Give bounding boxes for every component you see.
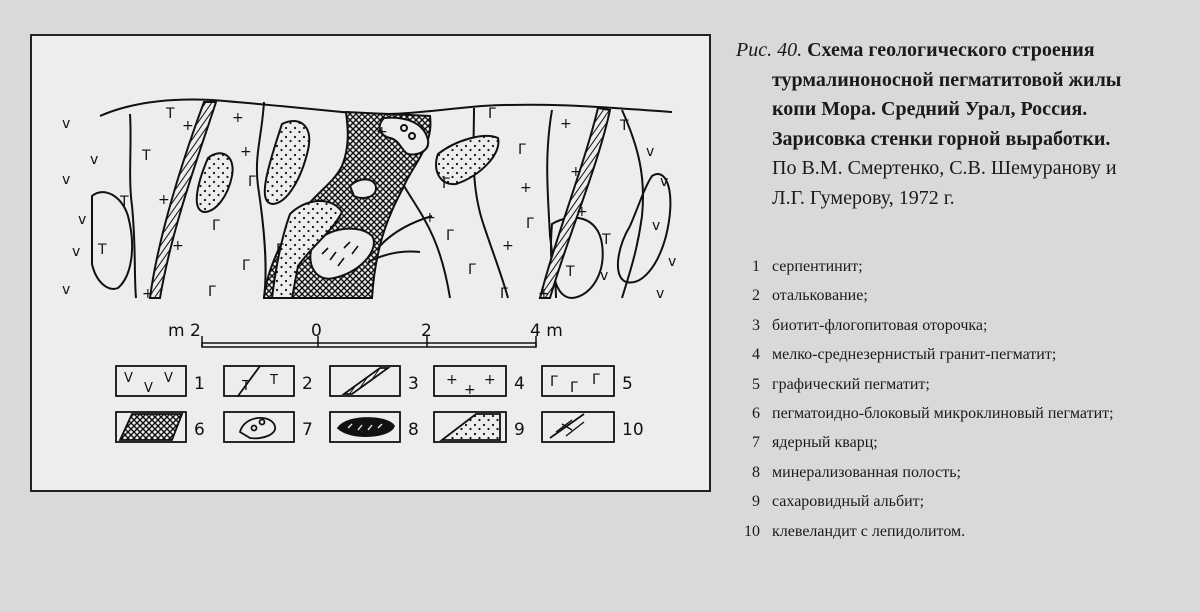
legend-box-talc: [224, 366, 294, 396]
symbol-graphic: Г: [442, 176, 451, 192]
symbol-granite: +: [240, 144, 252, 160]
figure-caption: [736, 36, 1188, 213]
symbol-granite: +: [424, 210, 436, 226]
legend-box-graphic: [542, 366, 614, 396]
symbol-granite: +: [520, 180, 532, 196]
caption-title-line: копи Мора. Средний Урал, Россия.: [772, 98, 1088, 120]
legend-item-number: 8: [752, 463, 760, 481]
symbol-granite: +: [502, 238, 514, 254]
scale-bar-rule: [202, 343, 536, 347]
albite-lens: [265, 121, 310, 204]
legend-item: [740, 517, 1114, 546]
symbol-serpentinite: v: [656, 286, 665, 302]
symbol-talc: T: [566, 264, 575, 280]
legend-item: [740, 340, 1114, 369]
svg-text:V: V: [144, 381, 153, 396]
legend-number: 3: [408, 374, 419, 394]
svg-text:V: V: [124, 371, 133, 386]
symbol-graphic: Г: [488, 106, 497, 122]
legend-number: 7: [302, 420, 313, 440]
talc-lens: [618, 174, 671, 282]
symbol-graphic: Г: [248, 174, 257, 190]
caption-title-text: Схема геологического строения: [807, 39, 1095, 61]
legend-box-granite: [434, 366, 506, 398]
svg-text:T: T: [242, 379, 250, 394]
symbol-granite: +: [576, 204, 588, 220]
legend-item-number: 1: [752, 258, 760, 275]
symbol-graphic: Г: [446, 228, 455, 244]
caption-source-line: Л.Г. Гумерову, 1972 г.: [772, 186, 955, 209]
symbol-talc: T: [142, 148, 151, 164]
symbol-graphic: Г: [468, 262, 477, 278]
caption-source-line: По В.М. Смертенко, С.В. Шемуранову и: [772, 157, 1117, 179]
contact-line: [130, 114, 136, 298]
symbol-graphic: Г: [208, 284, 217, 300]
symbol-granite: +: [232, 110, 244, 126]
symbol-serpentinite: v: [78, 212, 87, 228]
caption-title-line: турмалиноносной пегматитовой жилы: [772, 68, 1122, 91]
symbol-serpentinite: v: [660, 174, 669, 190]
legend-item: [740, 458, 1114, 487]
legend-item-number: 2: [752, 287, 760, 305]
legend-item: [740, 252, 1114, 281]
symbol-granite: +: [570, 164, 582, 180]
symbol-graphic: Г: [518, 142, 527, 158]
svg-text:+: +: [446, 372, 458, 388]
quartz-core: [350, 179, 376, 198]
symbol-granite: +: [182, 118, 194, 134]
symbol-talc: T: [98, 242, 107, 258]
symbol-granite: +: [538, 286, 550, 302]
symbol-serpentinite: v: [652, 218, 661, 234]
geologic-figure: [30, 34, 711, 492]
scale-bar: [168, 321, 563, 347]
legend-number: 4: [514, 374, 525, 394]
scale-label: m 2: [168, 321, 201, 341]
svg-text:Г: Г: [550, 374, 559, 390]
symbol-serpentinite: v: [668, 254, 677, 270]
scale-label: 4 m: [530, 321, 563, 341]
legend-item-number: 6: [752, 405, 760, 423]
symbol-serpentinite: v: [600, 268, 609, 284]
legend-number: 5: [622, 374, 633, 394]
symbol-graphic: Г: [276, 242, 285, 258]
legend-item: [740, 428, 1114, 457]
symbol-graphic: Г: [500, 286, 509, 302]
legend-item-text: сахаровидный альбит;: [772, 493, 925, 511]
caption-title-line: [736, 36, 1188, 66]
symbol-granite: +: [158, 192, 170, 208]
legend-item: [740, 399, 1114, 428]
symbol-granite: +: [172, 238, 184, 254]
legend-item-number: 9: [752, 493, 760, 511]
symbol-talc: T: [602, 232, 611, 248]
legend-box-microcline: [116, 412, 186, 442]
legend-item-number: 3: [752, 316, 760, 334]
legend-item-text: ядерный кварц;: [772, 434, 878, 452]
legend-item-text: графический пегматит;: [772, 375, 930, 393]
legend-item-text: минерализованная полость;: [772, 463, 961, 481]
symbol-serpentinite: v: [90, 152, 99, 168]
legend-item-text: мелко-среднезернистый гранит-пегматит;: [772, 346, 1057, 364]
legend-item-number: 5: [752, 375, 760, 393]
legend-item: [740, 487, 1114, 516]
svg-text:+: +: [484, 372, 496, 388]
symbol-graphic: Г: [526, 216, 535, 232]
legend-number: 6: [194, 420, 205, 440]
legend-number: 8: [408, 420, 419, 440]
legend-box-cavity: [330, 412, 400, 442]
legend-number: 1: [194, 374, 205, 394]
legend-box-quartz: [224, 412, 294, 442]
legend-boxes: [116, 366, 644, 442]
svg-text:V: V: [164, 371, 173, 386]
symbol-serpentinite: v: [62, 116, 71, 132]
legend-number: 2: [302, 374, 313, 394]
legend-item-text: серпентинит;: [772, 258, 863, 275]
geologic-section-drawing: [32, 36, 713, 494]
symbol-serpentinite: v: [62, 282, 71, 298]
legend-number: 9: [514, 420, 525, 440]
symbol-serpentinite: v: [62, 172, 71, 188]
legend-item-text: клевеландит с лепидолитом.: [772, 522, 966, 540]
figure-number: Рис. 40.: [736, 39, 803, 61]
legend-item-text: отальковaние;: [772, 287, 868, 305]
legend-box-biotite: [330, 366, 400, 396]
legend-item-number: 4: [752, 346, 760, 364]
legend-list: [740, 252, 1114, 546]
legend-item: [740, 370, 1114, 399]
legend-item-number: 10: [744, 522, 760, 540]
svg-text:+: +: [464, 382, 476, 398]
legend-number: 10: [622, 420, 644, 440]
svg-text:T: T: [270, 373, 278, 388]
albite-lens: [197, 153, 233, 212]
legend-item: [740, 311, 1114, 340]
contact-line: [257, 102, 266, 298]
symbol-talc: T: [620, 118, 629, 134]
symbol-granite: +: [142, 286, 154, 302]
symbol-graphic: Г: [212, 218, 221, 234]
legend-item: [740, 281, 1114, 310]
legend-item-number: 7: [752, 434, 760, 452]
legend-item-text: биотит-флогопитовая оторочка;: [772, 316, 988, 334]
symbol-serpentinite: v: [646, 144, 655, 160]
svg-text:Г: Г: [570, 380, 579, 396]
symbol-granite: +: [560, 116, 572, 132]
symbol-granite: +: [376, 124, 388, 140]
scale-label: 0: [311, 321, 322, 341]
caption-title-line: Зарисовка стенки горной выработки.: [772, 127, 1111, 150]
symbol-graphic: Г: [242, 258, 251, 274]
legend-box-albite: [434, 412, 506, 442]
symbol-talc: T: [166, 106, 175, 122]
legend-box-cleavelandite: [542, 412, 614, 442]
legend-box-serpentinite: [116, 366, 186, 396]
legend-item-text: пегматоидно-блоковый микроклиновый пегматит;: [772, 405, 1114, 423]
symbol-talc: T: [120, 194, 129, 210]
svg-text:Г: Г: [592, 372, 601, 388]
scale-label: 2: [421, 321, 432, 341]
symbol-serpentinite: v: [72, 244, 81, 260]
